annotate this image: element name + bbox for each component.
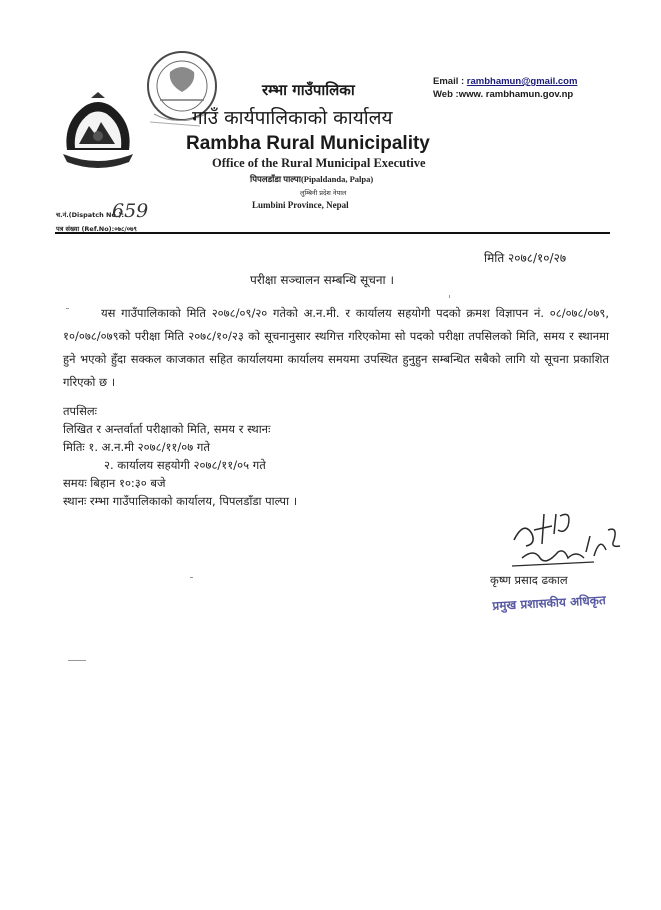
schedule-details bbox=[63, 402, 297, 510]
handwritten-signature-icon bbox=[506, 500, 626, 572]
notice-paragraph-text: यस गाउँपालिकाको मिति २०७८/०९/२० गतेको अ.न.मी. र कार्यालय सहयोगी पदको क्रमश विज्ञापन नं. ०८/०७८/०७९, १०/०७८/०७९को परीक्षा मिति २०७८/१०/२३ को सूचनानुसार स्थगित्त गरिएकोमा सो पदको परीक्षा तपसिलको मिति, समय र स्थानमा हुने भएको हुँदा सक्कल काजकात सहित कार्यालयमा कार्यालय समयमा उपस्थित हुनुहुन सम्बन्धित सबैको लागि यो सूचना प्रकाशित गरिएको छ । bbox=[63, 306, 609, 389]
web-label: Web : bbox=[433, 89, 459, 100]
email-link[interactable]: rambhamun@gmail.com bbox=[466, 76, 578, 87]
email-line bbox=[433, 76, 577, 87]
signatory-title-stamp: प्रमुख प्रशासकीय अधिकृत bbox=[492, 593, 607, 613]
signatory-name: कृष्ण प्रसाद ढकाल bbox=[490, 573, 568, 587]
letter-subject: परीक्षा सञ्चालन सम्बन्धि सूचना । bbox=[250, 273, 395, 287]
municipality-name-nepali: रम्भा गाउँपालिका bbox=[262, 81, 355, 99]
scan-speck bbox=[68, 660, 86, 661]
municipality-name-english: Rambha Rural Municipality bbox=[186, 133, 430, 154]
address-line-2: लुम्बिनी प्रदेश नेपाल bbox=[300, 189, 347, 197]
address-line-3: Lumbini Province, Nepal bbox=[252, 200, 349, 210]
scan-speck bbox=[66, 308, 69, 309]
reference-label: पत्र संख्या (Ref.No):०७८/०७९ bbox=[56, 225, 137, 233]
scan-speck bbox=[449, 295, 450, 298]
web-line bbox=[433, 89, 573, 100]
email-label: Email : bbox=[433, 76, 467, 87]
web-link[interactable]: www. rambhamun.gov.np bbox=[458, 89, 574, 100]
nepal-emblem-icon bbox=[57, 92, 139, 170]
address-line-1: पिपलडाँडा पाल्पा(Pipaldanda, Palpa) bbox=[250, 174, 374, 184]
letter-date: मिति २०७८/१०/२७ bbox=[484, 251, 567, 265]
scan-speck bbox=[190, 577, 193, 578]
exam-date-1: मितिः १. अ.न.मी २०७८/११/०७ गते bbox=[63, 440, 210, 454]
office-name-english: Office of the Rural Municipal Executive bbox=[212, 156, 426, 170]
exam-time: समयः बिहान १०:३० बजे bbox=[63, 476, 166, 490]
details-subheading: लिखित र अन्तर्वार्ता परीक्षाको मिति, समय र स्थानः bbox=[63, 422, 271, 436]
exam-venue: स्थानः रम्भा गाउँपालिकाको कार्यालय, पिपलडाँडा पाल्पा । bbox=[63, 494, 298, 508]
exam-date-2: २. कार्यालय सहयोगी २०७८/११/०५ गते bbox=[104, 458, 266, 472]
dispatch-label: च.नं.(Dispatch No.): bbox=[56, 211, 124, 219]
dispatch-number: 659 bbox=[112, 200, 149, 222]
header-divider bbox=[55, 232, 610, 234]
office-name-nepali: गाउँ कार्यपालिकाको कार्यालय bbox=[192, 107, 393, 129]
details-heading: तपसिलः bbox=[63, 404, 97, 418]
notice-paragraph bbox=[63, 302, 609, 394]
